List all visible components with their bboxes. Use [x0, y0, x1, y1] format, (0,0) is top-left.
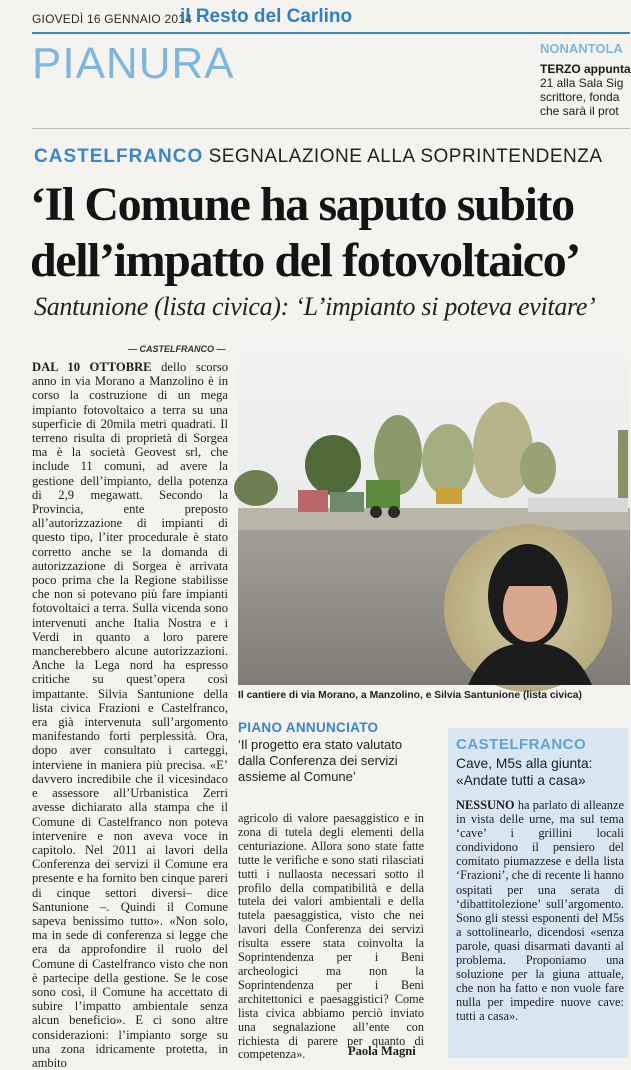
teaser-kicker: NONANTOLA	[540, 41, 623, 56]
subheadline: Santunione (lista civica): ‘L’impianto si poteva evitare’	[34, 292, 596, 321]
kicker-topic: SEGNALAZIONE ALLA SOPRINTENDENZA	[208, 146, 603, 167]
issue-date: GIOVEDÌ 16 GENNAIO 2014	[32, 12, 192, 26]
masthead	[32, 8, 630, 30]
headline-line-2: dell’impatto del fotovoltaico’	[30, 234, 580, 287]
article-column-1	[32, 360, 228, 1070]
article-photo	[238, 340, 630, 685]
photo-caption: Il cantiere di via Morano, a Manzolino, e Silvia Santunione (lista civica)	[238, 690, 582, 701]
teaser-line: che sarà il prot	[540, 104, 619, 118]
cave-lead-caps: NESSUNO	[456, 798, 515, 812]
section-divider	[32, 128, 630, 129]
teaser-line: TERZO appunta	[540, 62, 631, 76]
cave-title: Cave, M5s alla giunta: «Andate tutti a casa»	[456, 756, 593, 788]
teaser-line: 21 alla Sala Sig	[540, 76, 624, 90]
top-rule	[32, 32, 630, 34]
article-kicker	[34, 146, 603, 168]
newspaper-name: il Resto del Carlino	[180, 6, 353, 27]
section-title: PIANURA	[32, 39, 235, 88]
author-signature: Paola Magni	[348, 1044, 416, 1058]
piano-title: ‘Il progetto era stato valutato dalla Conferenza dei servizi assieme al Comune’	[238, 737, 403, 784]
sidebar-piano-annunciato	[238, 720, 430, 785]
article-column-2: agricolo di valore paesaggistico e in zona di tutela degli elementi della centuriazione. Allora sono state fatte tutte le verifiche e sono stati rilasciati tutti i nullaosta necessari sotto il profilo della compatibilità e della tutela dei valori ambientali e della tutela paesaggistica, visto che nei lavori della Conferenza dei servizi risulta essere stata coinvolta la Soprintendenza per i Beni archeologici ma non la Soprintendenza per i Beni architettonici e paesaggistici? Come lista civica abbiamo perciò inviato una segnalazione all’ente con richiesta di parere per quanto di competenza».	[238, 811, 424, 1062]
dateline: — CASTELFRANCO —	[128, 344, 226, 354]
box-cave-m5s	[448, 728, 628, 1058]
kicker-place: CASTELFRANCO	[34, 146, 204, 167]
teaser-line: scrittore, fonda	[540, 90, 620, 104]
cave-body-text: ha parlato di alleanze in vista delle urne, ma sul tema ‘cave’ i grillini locali condividono il pensiero del comitato piumazzese e della lista ‘Frazioni’, che di recente li hanno ospitati per una serata di ‘dibattitolezione’ sull’argomento. Sono gli stessi esponenti del M5s a sottolinearlo, dicendosi «senza parole, quasi disarmati davanti al problema. Proponiamo una soluzione per la giuna attuale, che non ha fatto e non vuole fare nulla per impedire nuove cave: tutti a casa».	[456, 798, 624, 1024]
lead-caps: DAL 10 OTTOBRE	[32, 360, 152, 374]
cave-kicker: CASTELFRANCO	[456, 736, 587, 753]
body-text-col1: dello scorso anno in via Morano a Manzolino è in corso la costruzione di un mega impianto fotovoltaico a terra su una superficie di 20mila metri quadrati. Il terreno risulta di proprietà di Sorgea ma è la società Geovest srl, che include 11 comuni, ad avere la gestione dell’impianto, della potenza di 2,9 megawatt. Secondo la Provincia, ente preposto all’autorizzazione di impianti di questo tipo, l’iter procedurale è stato corretto anche se la domanda di autorizzazione di Sorgea è arrivata poco prima che la Regione stabilisse che non si potevano più fare impianti fotovoltaici a terra. Sulla vicenda sono intervenuti anche Italia Nostra e i Verdi in quanto a loro parere mancherebbero alcune autorizzazioni. Anche la Lega nord ha espresso critiche su quest’opera così impattante. Silvia Santunione della lista civica Frazioni e Castelfranco, era già intervenuta sull’argomento manifestando forti perplessità. Ora, dopo aver consultato i carteggi, interviene in maniera più precisa. «E’ davvero incredibile che il vicesindaco e assessore all’Urbanistica Zerri avesse dichiarato alla stampa che il Comune di Castelfranco non poteva intervenire e non aveva voce in capitolo. Nel 2011 ai lavori della Conferenza dei servizi il Comune era presente e ha fornito ben cinque pareri di cinque settori diversi– dice Santunione –. Quindi il Comune sapeva benissimo tutto». «Non solo, ma in sede di conferenza si legge che era da approfondire il ruolo del Comune di Castelfranco visto che non è partecipe della gestione. Se le cose sono così, il Comune ha accettato di subire l’impatto ambientale senza alcun beneficio». E ci sono altre considerazioni: l’impianto sorge su una zona idricamente protetta, in ambito	[32, 360, 228, 1070]
piano-kicker: PIANO ANNUNCIATO	[238, 720, 379, 735]
cave-body	[456, 798, 624, 1058]
teaser-nonantola	[540, 42, 630, 118]
headline-line-1: ‘Il Comune ha saputo subito	[30, 178, 574, 231]
